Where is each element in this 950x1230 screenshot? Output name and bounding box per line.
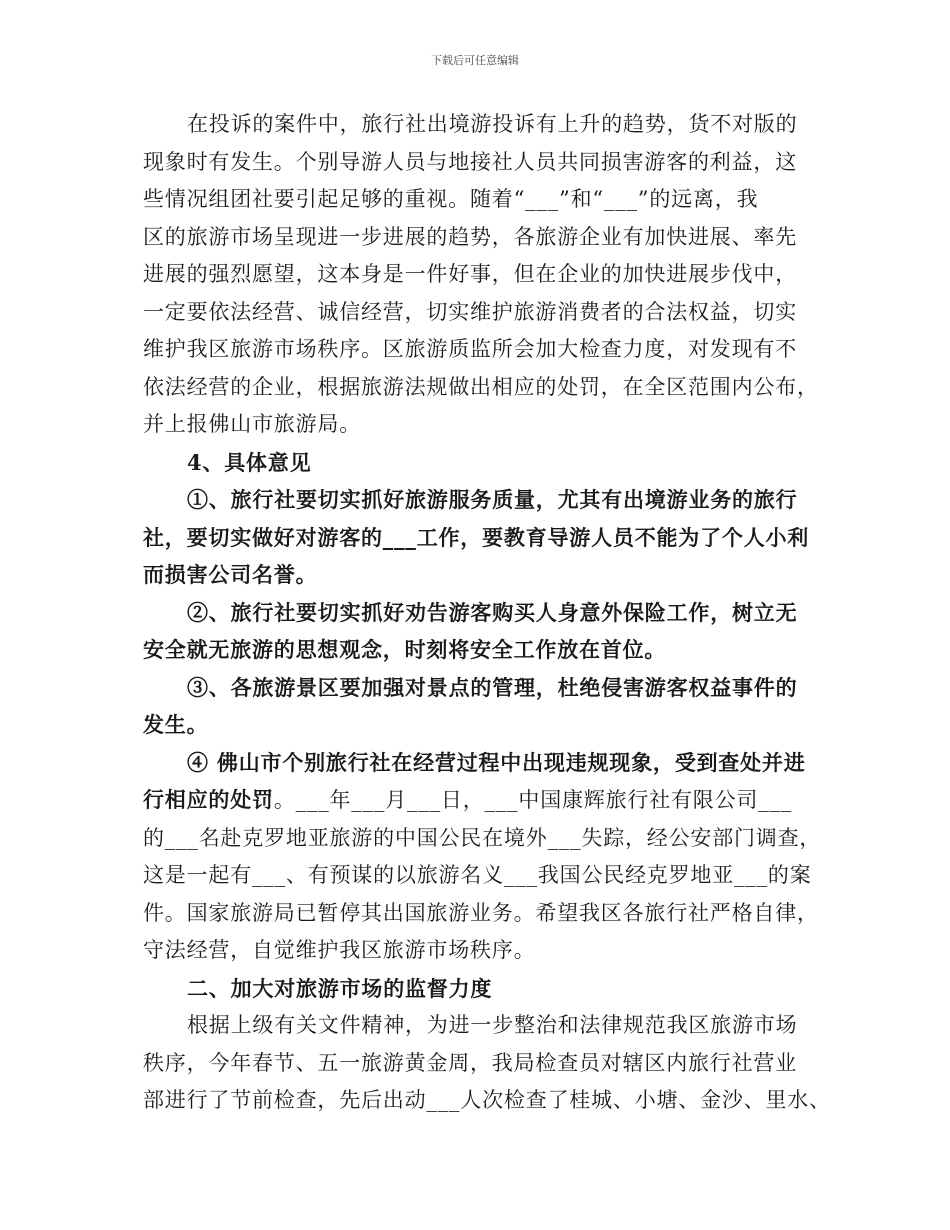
list-item-line: ③、各旅游景区要加强对景点的管理，杜绝侵害游客权益事件的 xyxy=(187,674,798,700)
paragraph-line: 在投诉的案件中，旅行社出境游投诉有上升的趋势，货不对版的 xyxy=(187,112,798,136)
list-item-line: ④ 佛山市个别旅行社在经营过程中出现违规现象，受到查处并进 xyxy=(187,749,806,775)
paragraph-line: 依法经营的企业，根据旅游法规做出相应的处罚，在全区范围内公布， xyxy=(143,374,819,399)
list-item-line: ①、旅行社要切实抓好旅游服务质量，尤其有出境游业务的旅行 xyxy=(187,487,798,512)
section-heading: 4、具体意见 xyxy=(187,449,312,475)
paragraph-line: 区的旅游市场呈现进一步进展的趋势，各旅游企业有加快进展、率先 xyxy=(143,224,797,249)
paragraph-line: 守法经营，自觉维护我区旅游市场秩序。 xyxy=(143,938,536,962)
list-item-bold-part: 行相应的处罚 xyxy=(143,787,274,812)
paragraph-line: 并上报佛山市旅游局。 xyxy=(143,412,361,436)
paragraph-line: 件。国家旅游局已暂停其出国旅游业务。希望我区各旅行社严格自律， xyxy=(143,900,819,925)
paragraph-line: 维护我区旅游市场秩序。区旅游质监所会加大检查力度，对发现有不 xyxy=(143,337,797,361)
mixed-line xyxy=(143,781,828,820)
section-heading: 二、加大对旅游市场的监督力度 xyxy=(187,975,493,1001)
list-item-line: 发生。 xyxy=(143,712,209,737)
page-header: 下载后可任意编辑 xyxy=(431,54,519,67)
paragraph-line: 这是一起有___、有预谋的以旅游名义___我国公民经克罗地亚___的案 xyxy=(143,863,812,887)
list-item-line: ②、旅行社要切实抓好劝告游客购买人身意外保险工作，树立无 xyxy=(187,599,798,625)
list-item-line: 安全就无旅游的思想观念，时刻将安全工作放在首位。 xyxy=(143,637,667,662)
paragraph-line: 秩序，今年春节、五一旅游黄金周，我局检查员对辖区内旅行社营业 xyxy=(143,1050,797,1075)
paragraph-line: 的___名赴克罗地亚旅游的中国公民在境外___失踪，经公安部门调查， xyxy=(143,825,822,850)
list-item-line: 社，要切实做好对游客的___工作，要教育导游人员不能为了个人小利 xyxy=(143,524,810,550)
paragraph-line: 部进行了节前检查，先后出动___人次检查了桂城、小塘、金沙、里水、 xyxy=(143,1088,831,1112)
list-item-line: 而损害公司名誉。 xyxy=(143,562,318,587)
list-item-normal-part: 。___年___月___日，___中国康辉旅行社有限公司___ xyxy=(273,788,793,812)
document-body xyxy=(143,106,831,1120)
paragraph-line: 一定要依法经营、诚信经营，切实维护旅游消费者的合法权益，切实 xyxy=(143,299,797,324)
paragraph-line: 根据上级有关文件精神，为进一步整治和法律规范我区旅游市场 xyxy=(187,1013,798,1037)
paragraph-line: 进展的强烈愿望，这本身是一件好事，但在企业的加快进展步伐中， xyxy=(143,262,797,286)
paragraph-line: 现象时有发生。个别导游人员与地接社人员共同损害游客的利益，这 xyxy=(143,149,797,174)
paragraph-line: 些情况组团社要引起足够的重视。随着“___”和“___”的远离，我 xyxy=(143,187,759,211)
